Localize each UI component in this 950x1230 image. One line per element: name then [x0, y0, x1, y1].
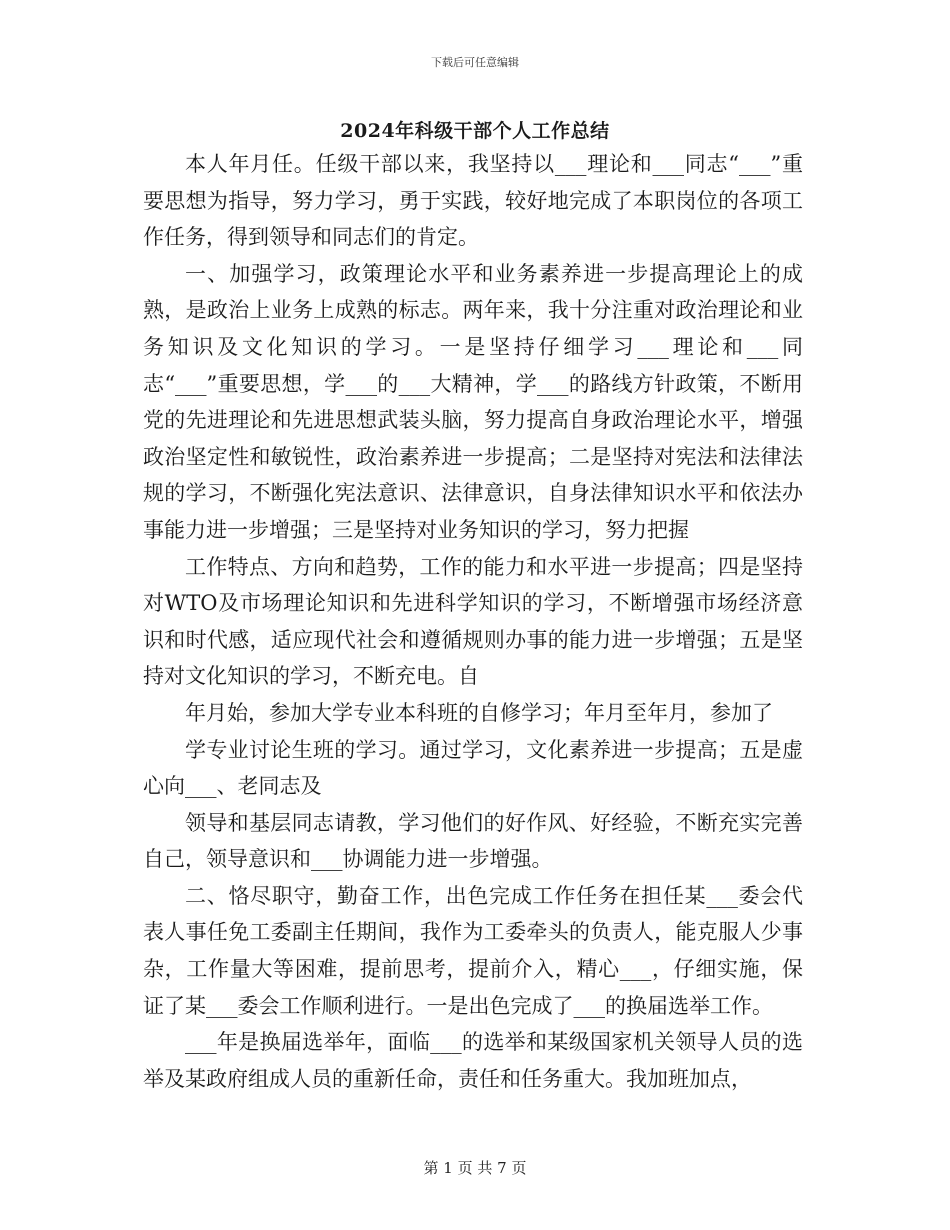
page-number-footer: 第 1 页 共 7 页 [423, 1159, 527, 1177]
paragraph-election: ___年是换届选举年，面临___的选举和某级国家机关领导人员的选举及某政府组成人员的重新任命，责任和任务重大。我加班加点， [143, 1030, 803, 1091]
paragraph-study-start: 年月始，参加大学专业本科班的自修学习；年月至年月，参加了 [185, 700, 773, 725]
document-body [143, 146, 803, 1097]
paragraph-section-2: 二、恪尽职守，勤奋工作，出色完成工作任务在担任某___委会代表人事任免工委副主任期间，我作为工委牵头的负责人，能克服人少事杂，工作量大等困难，提前思考，提前介入，精心___，仔细实施，保证了某___委会工作顺利进行。一是出色完成了___的换届选举工作。 [143, 883, 803, 1018]
paragraph-leadership: 领导和基层同志请教，学习他们的好作风、好经验，不断充实完善自己，领导意识和___协调能力进一步增强。 [143, 810, 803, 872]
paragraph-study-result: 学专业讨论生班的学习。通过学习，文化素养进一步提高；五是虚心向___、老同志及 [143, 737, 803, 799]
paragraph-section-1: 一、加强学习，政策理论水平和业务素养进一步提高理论上的成熟，是政治上业务上成熟的标志。两年来，我十分注重对政治理论和业务知识及文化知识的学习。一是坚持仔细学习___理论和___同志“___”重要思想，学___的___大精神，学___的路线方针政策，不断用党的先进理论和先进思想武装头脑，努力提高自身政治理论水平，增强政治坚定性和敏锐性，政治素养进一步提高；二是坚持对宪法和法律法规的学习，不断强化宪法意识、法律意识，自身法律知识水平和依法办事能力进一步增强；三是坚持对业务知识的学习，努力把握 [143, 261, 803, 542]
paragraph-section-1-cont: 工作特点、方向和趋势，工作的能力和水平进一步提高；四是坚持对WTO及市场理论知识和先进科学知识的学习，不断增强市场经济意识和时代感，适应现代社会和遵循规则办事的能力进一步增强；五是坚持对文化知识的学习，不断充电。自 [143, 554, 803, 689]
document-title: 2024年科级干部个人工作总结 [340, 120, 610, 142]
page-header-note: 下载后可任意编辑 [431, 56, 519, 69]
paragraph-intro: 本人年月任。任级干部以来，我坚持以___理论和___同志“___”重要思想为指导，努力学习，勇于实践，较好地完成了本职岗位的各项工作任务，得到领导和同志们的肯定。 [143, 152, 803, 250]
